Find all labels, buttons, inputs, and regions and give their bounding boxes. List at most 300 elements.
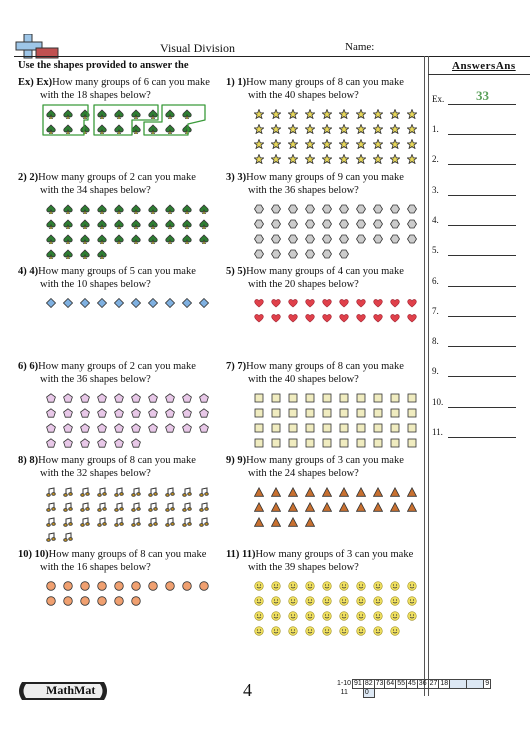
square-icon [271,390,281,400]
answer-field-3[interactable] [448,195,516,196]
answers-heading: AnswersAns [452,60,516,72]
square-icon [322,420,332,430]
spade-icon [63,216,73,226]
spade-icon [182,201,192,211]
pentagon-icon [165,405,175,415]
grid-cell: 82 [364,680,373,687]
question-text-line1: How many groups of 3 can you make [246,455,404,466]
triangle-icon [288,499,298,509]
smiley-icon [305,593,315,603]
question-text-line1: How many groups of 2 can you make [38,172,196,183]
pentagon-icon [199,420,209,430]
note-icon [80,484,90,494]
hexagon-icon [271,231,281,241]
question-1 [226,76,404,102]
triangle-icon [305,514,315,524]
star-icon [407,106,417,116]
answer-field-9[interactable] [448,376,516,377]
triangle-icon [254,499,264,509]
question-text-line1: How many groups of 4 can you make [246,266,404,277]
question-text-line1: How many groups of 2 can you make [38,361,196,372]
triangle-icon [288,484,298,494]
smiley-icon [339,593,349,603]
star-icon [390,136,400,146]
heart-icon [390,310,400,320]
pentagon-icon [46,390,56,400]
answer-field-1[interactable] [448,134,516,135]
smiley-icon [339,578,349,588]
diamond-icon [199,295,209,305]
note-icon [46,529,56,539]
pentagon-icon [80,435,90,445]
hexagon-icon [305,216,315,226]
smiley-icon [305,623,315,633]
note-icon [182,484,192,494]
star-icon [322,121,332,131]
pentagon-icon [97,420,107,430]
hexagon-icon [356,201,366,211]
question-text-line1: How many groups of 5 can you make [38,266,196,277]
question-text-line2: with the 34 shapes below? [40,185,151,196]
question-text-line2: with the 32 shapes below? [40,468,151,479]
hexagon-icon [390,201,400,211]
grid-cell [450,680,467,689]
square-icon [322,405,332,415]
pentagon-icon [131,390,141,400]
smiley-icon [305,578,315,588]
question-2 [18,171,196,197]
pentagon-icon [114,420,124,430]
question-7 [226,360,404,386]
square-icon [305,420,315,430]
answer-label: 6. [432,275,439,286]
hexagon-icon [254,201,264,211]
square-icon [339,420,349,430]
smiley-icon [254,593,264,603]
answer-example-label: Ex. [432,94,445,104]
smiley-icon [390,623,400,633]
question-text-line2: with the 40 shapes below? [248,374,359,385]
hexagon-icon [339,201,349,211]
circle-icon [63,578,73,588]
triangle-icon [373,499,383,509]
answer-label: 1. [432,124,439,134]
grid-row-label: 1-10 [337,680,352,687]
square-icon [339,390,349,400]
star-icon [339,106,349,116]
spade-icon [131,231,141,241]
spade-icon [80,231,90,241]
heart-icon [305,295,315,305]
question-4 [18,265,196,291]
note-icon [97,499,107,509]
diamond-icon [182,295,192,305]
pentagon-icon [46,435,56,445]
spade-icon [148,201,158,211]
circle-icon [46,578,56,588]
question-number: 6) 6) [18,361,39,372]
pentagon-icon [114,390,124,400]
answer-divider-2 [428,56,429,696]
triangle-icon [356,484,366,494]
diamond-icon [63,295,73,305]
hexagon-icon [339,216,349,226]
question-text-line2: with the 16 shapes below? [40,562,151,573]
square-icon [288,390,298,400]
answer-field-6[interactable] [448,286,516,287]
brand-name: MathMat [46,683,96,697]
square-icon [339,435,349,445]
note-icon [182,499,192,509]
triangle-icon [271,514,281,524]
answer-label: 5. [432,245,439,256]
square-icon [356,420,366,430]
star-icon [288,106,298,116]
hexagon-icon [305,201,315,211]
diamond-icon [80,295,90,305]
hexagon-icon [322,201,332,211]
square-icon [390,420,400,430]
square-icon [322,390,332,400]
note-icon [148,499,158,509]
heart-icon [339,295,349,305]
pentagon-icon [131,435,141,445]
note-icon [199,484,209,494]
spade-icon [63,231,73,241]
hexagon-icon [356,216,366,226]
brand-logo [16,680,110,702]
pentagon-icon [114,435,124,445]
question-9 [226,454,404,480]
smiley-icon [271,608,281,618]
spade-icon [114,231,124,241]
note-icon [80,499,90,509]
pentagon-icon [199,405,209,415]
hexagon-icon [390,216,400,226]
heart-icon [254,295,264,305]
heart-icon [373,295,383,305]
smiley-icon [390,578,400,588]
hexagon-icon [271,246,281,256]
triangle-icon [407,499,417,509]
answer-field-5[interactable] [448,255,516,256]
example-group-outlines [40,102,210,145]
square-icon [254,390,264,400]
smiley-icon [339,608,349,618]
square-icon [373,390,383,400]
square-icon [373,435,383,445]
spade-icon [182,216,192,226]
hexagon-icon [288,246,298,256]
circle-icon [114,593,124,603]
square-icon [407,390,417,400]
pentagon-icon [63,420,73,430]
smiley-icon [373,608,383,618]
square-icon [271,435,281,445]
smiley-icon [322,608,332,618]
spade-icon [165,216,175,226]
heart-icon [390,295,400,305]
question-number: 2) 2) [18,172,39,183]
star-icon [322,136,332,146]
question-0 [18,76,210,102]
smiley-icon [288,593,298,603]
hexagon-icon [407,231,417,241]
hexagon-icon [305,246,315,256]
smiley-icon [356,623,366,633]
hexagon-icon [305,231,315,241]
spade-icon [148,216,158,226]
page-number: 4 [243,680,252,700]
square-icon [407,405,417,415]
pentagon-icon [148,405,158,415]
diamond-icon [97,295,107,305]
spade-icon [165,231,175,241]
square-icon [407,420,417,430]
pentagon-icon [182,405,192,415]
pentagon-icon [97,390,107,400]
smiley-icon [254,608,264,618]
spade-icon [80,201,90,211]
spade-icon [165,201,175,211]
smiley-icon [254,623,264,633]
star-icon [322,106,332,116]
grid-cell: 0 [363,689,374,698]
question-number: 11) 11) [226,549,256,560]
star-icon [407,151,417,161]
star-icon [271,106,281,116]
smiley-icon [288,608,298,618]
circle-icon [182,578,192,588]
hexagon-icon [288,231,298,241]
name-label: Name: [345,41,375,53]
smiley-icon [390,608,400,618]
square-icon [254,405,264,415]
note-icon [80,514,90,524]
grid-cell: 45 [408,680,416,687]
grid-cell: 36 [418,680,427,687]
smiley-icon [373,623,383,633]
header-rule [14,56,530,57]
note-icon [131,514,141,524]
answer-field-10[interactable] [448,407,516,408]
note-icon [114,484,124,494]
hexagon-icon [288,216,298,226]
pentagon-icon [131,405,141,415]
heart-icon [373,310,383,320]
star-icon [373,106,383,116]
star-icon [254,121,264,131]
question-number: 10) 10) [18,549,49,560]
star-icon [339,151,349,161]
square-icon [288,405,298,415]
spade-icon [63,201,73,211]
answer-label: 3. [432,184,439,195]
answer-label: 2. [432,154,439,165]
answer-field-8[interactable] [448,346,516,347]
instruction-text: Use the shapes provided to answer the [18,60,189,71]
hexagon-icon [271,201,281,211]
heart-icon [288,310,298,320]
triangle-icon [305,484,315,494]
spade-icon [114,216,124,226]
answer-label: 4. [432,214,439,225]
smiley-icon [356,578,366,588]
pentagon-icon [114,405,124,415]
spade-icon [80,246,90,256]
heart-icon [356,310,366,320]
square-icon [356,405,366,415]
answer-field-7[interactable] [448,316,516,317]
grid-cell: 73 [375,680,384,687]
heart-icon [322,295,332,305]
note-icon [63,529,73,539]
hexagon-icon [356,231,366,241]
spade-icon [182,231,192,241]
square-icon [288,435,298,445]
hexagon-icon [407,216,417,226]
square-icon [288,420,298,430]
grid-cell: 27 [429,680,438,687]
question-8 [18,454,196,480]
pentagon-icon [63,390,73,400]
pentagon-icon [46,405,56,415]
square-icon [339,405,349,415]
circle-icon [131,593,141,603]
star-icon [271,136,281,146]
star-icon [390,106,400,116]
question-number: 3) 3) [226,172,247,183]
circle-icon [199,578,209,588]
square-icon [390,390,400,400]
square-icon [271,420,281,430]
question-text-line2: with the 18 shapes below? [40,90,151,101]
spade-icon [46,231,56,241]
smiley-icon [305,608,315,618]
spade-icon [80,216,90,226]
triangle-icon [390,499,400,509]
answer-field-11[interactable] [448,437,516,438]
hexagon-icon [288,201,298,211]
smiley-icon [271,593,281,603]
hexagon-icon [322,246,332,256]
star-icon [407,121,417,131]
spade-icon [63,246,73,256]
star-icon [305,151,315,161]
star-icon [254,151,264,161]
question-text-line1: How many groups of 3 can you make [255,549,414,560]
question-11 [226,548,413,574]
note-icon [148,484,158,494]
square-icon [322,435,332,445]
question-10 [18,548,206,574]
heart-icon [305,310,315,320]
answer-example-line [448,104,516,105]
hexagon-icon [271,216,281,226]
hexagon-icon [254,216,264,226]
grid-cell: 18 [440,680,449,687]
grid-cell [467,680,484,689]
smiley-icon [288,623,298,633]
smiley-icon [407,593,417,603]
circle-icon [165,578,175,588]
note-icon [182,514,192,524]
smiley-icon [373,578,383,588]
star-icon [288,151,298,161]
answer-field-4[interactable] [448,225,516,226]
smiley-icon [356,593,366,603]
note-icon [131,484,141,494]
pentagon-icon [182,390,192,400]
smiley-icon [288,578,298,588]
answer-label: 11. [432,427,443,437]
question-number: 9) 9) [226,455,247,466]
smiley-icon [322,578,332,588]
note-icon [46,514,56,524]
square-icon [407,435,417,445]
pentagon-icon [165,390,175,400]
heart-icon [271,295,281,305]
spade-icon [148,231,158,241]
question-number: 5) 5) [226,266,247,277]
answer-field-2[interactable] [448,164,516,165]
triangle-icon [322,484,332,494]
heart-icon [254,310,264,320]
star-icon [390,121,400,131]
question-number: 1) 1) [226,77,247,88]
smiley-icon [356,608,366,618]
spade-icon [46,201,56,211]
note-icon [131,499,141,509]
pentagon-icon [148,390,158,400]
square-icon [356,435,366,445]
smiley-icon [339,623,349,633]
grid-cell: 64 [386,680,395,687]
diamond-icon [46,295,56,305]
hexagon-icon [373,231,383,241]
star-icon [356,136,366,146]
question-text-line1: How many groups of 8 can you make [48,549,207,560]
circle-icon [46,593,56,603]
triangle-icon [390,484,400,494]
pentagon-icon [148,420,158,430]
circle-icon [97,593,107,603]
square-icon [390,435,400,445]
note-icon [63,484,73,494]
spade-icon [97,231,107,241]
question-text-line2: with the 40 shapes below? [248,90,359,101]
circle-icon [97,578,107,588]
question-text-line1: How many groups of 8 can you make [246,361,404,372]
question-text-line1: How many groups of 6 can you make [52,77,210,88]
pentagon-icon [97,405,107,415]
grid-cell: 55 [397,680,405,687]
hexagon-icon [390,231,400,241]
spade-icon [97,246,107,256]
hexagon-icon [339,231,349,241]
question-text-line2: with the 24 shapes below? [248,468,359,479]
heart-icon [407,310,417,320]
pentagon-icon [199,390,209,400]
question-text-line2: with the 36 shapes below? [40,374,151,385]
grid-cell: 9 [485,680,490,687]
star-icon [322,151,332,161]
smiley-icon [271,578,281,588]
smiley-icon [390,593,400,603]
note-icon [165,499,175,509]
hexagon-icon [322,216,332,226]
note-icon [63,499,73,509]
